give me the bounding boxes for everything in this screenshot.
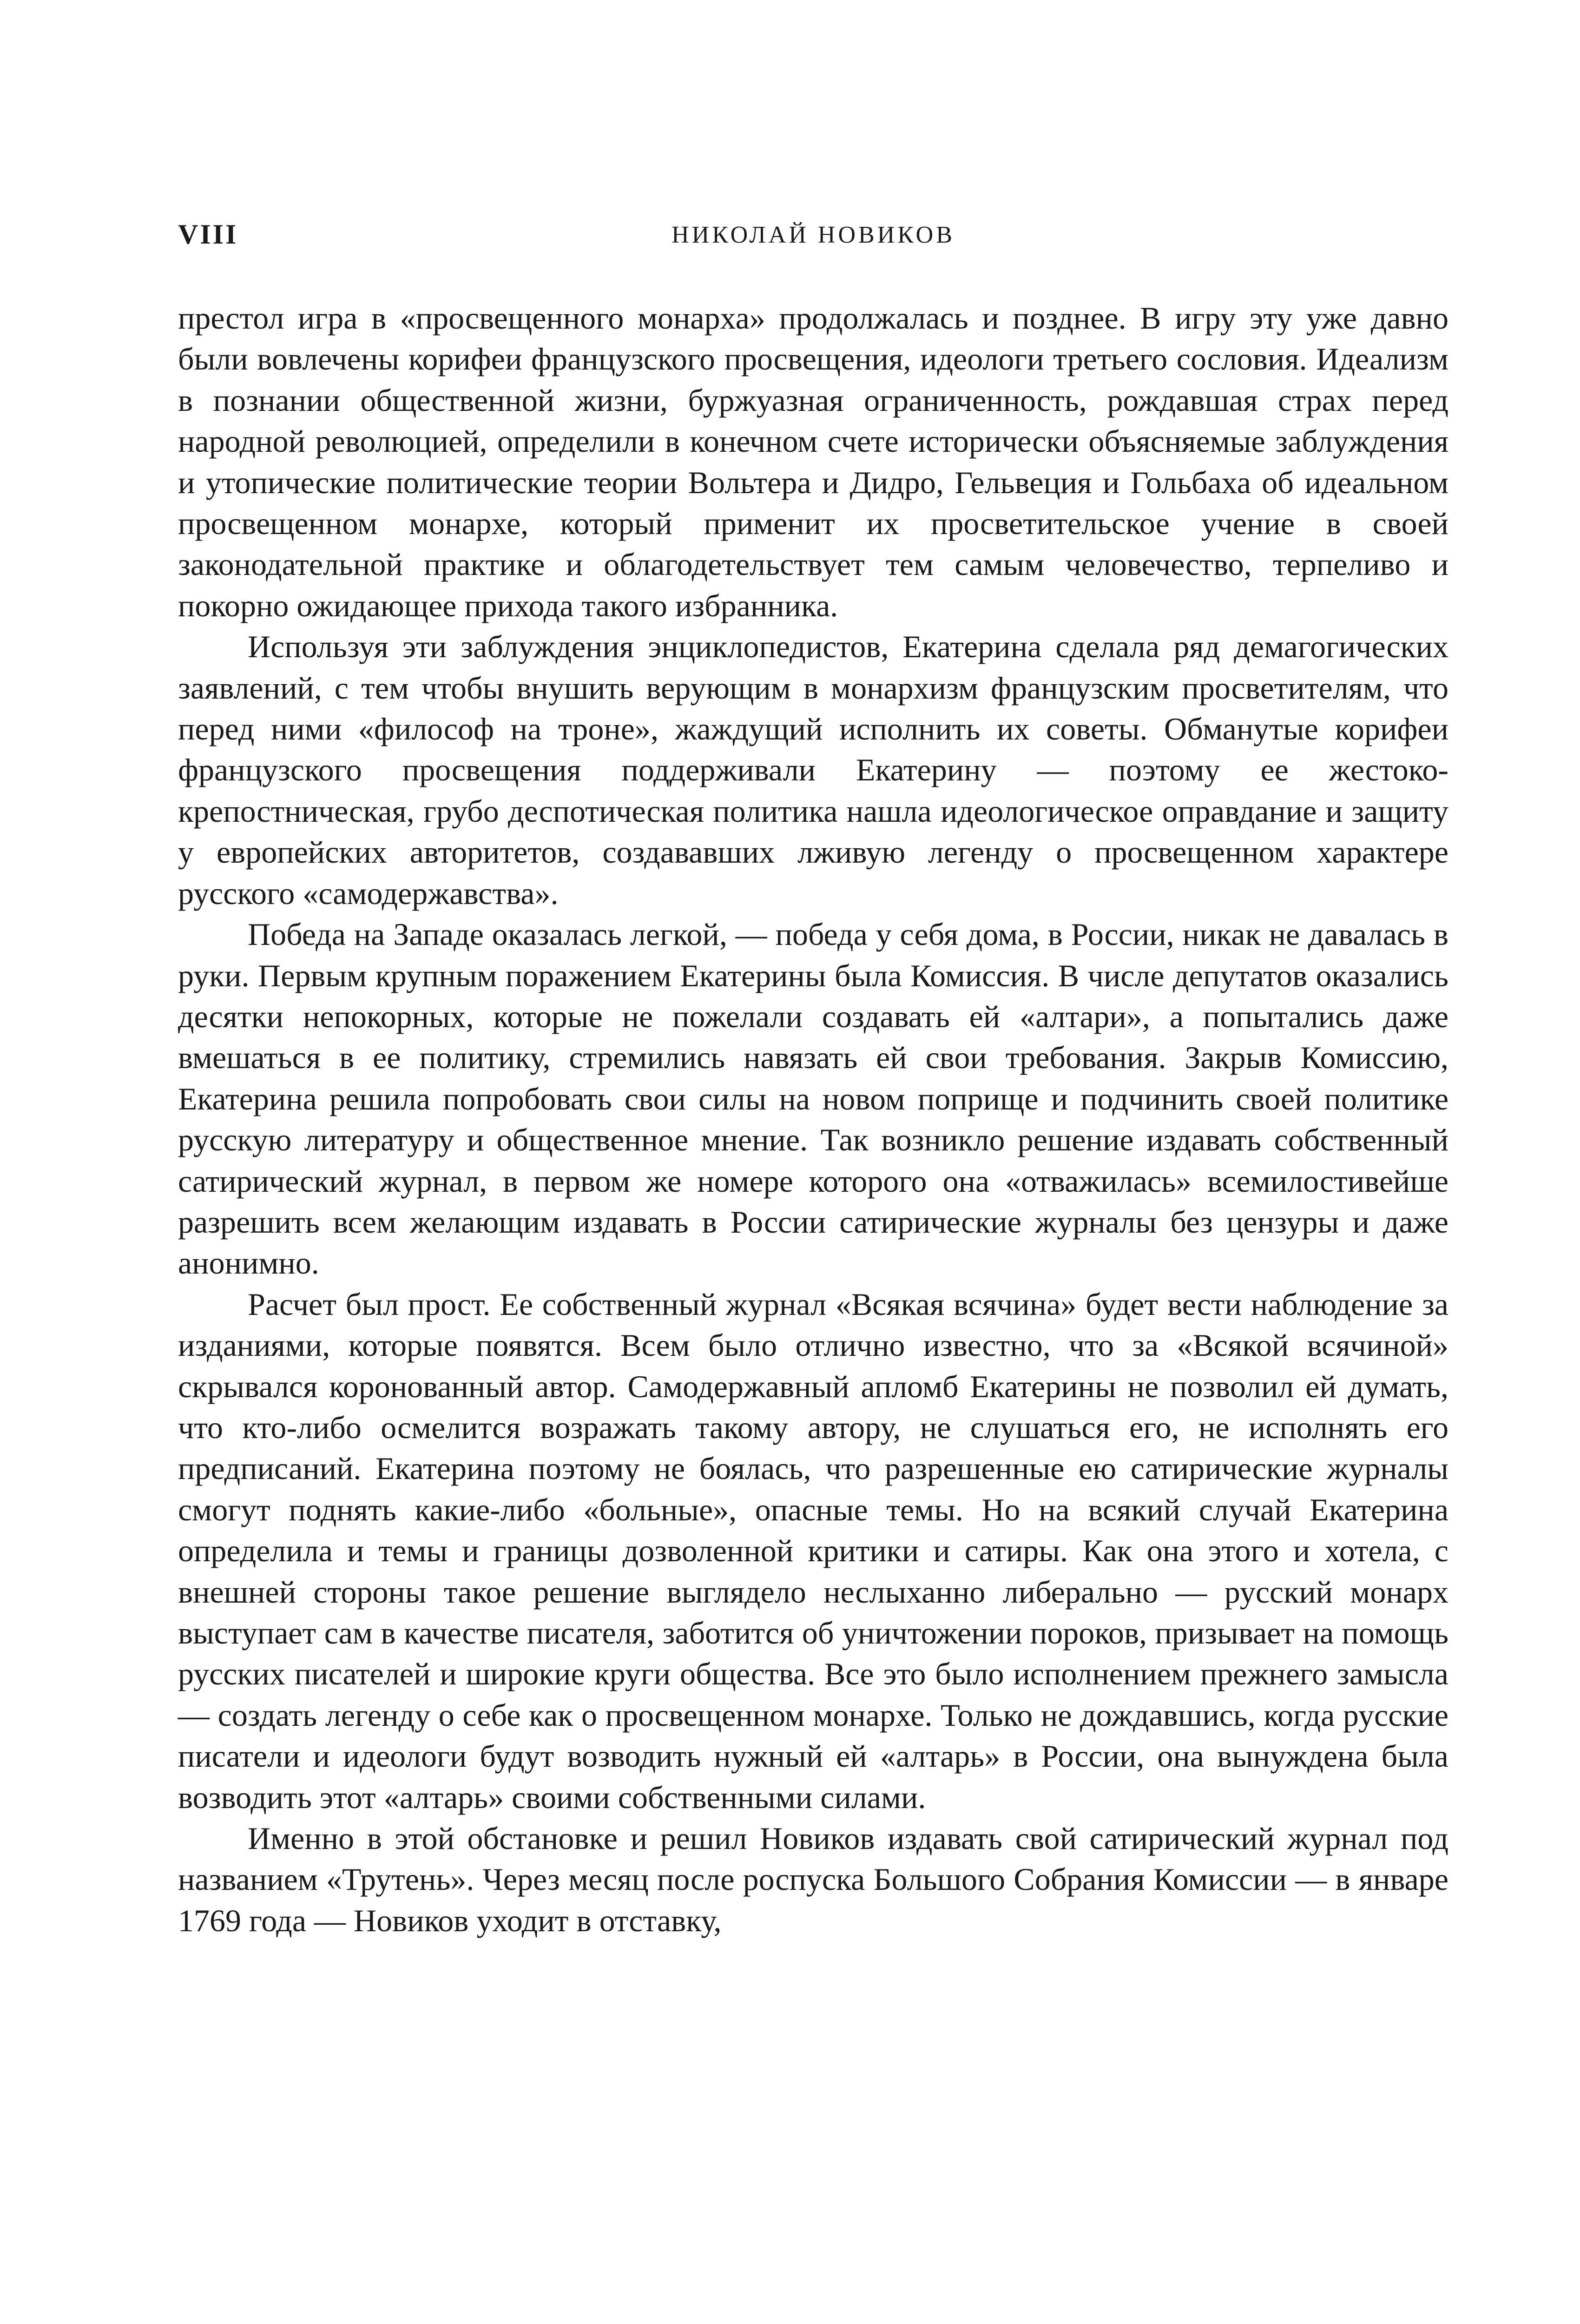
paragraph: Расчет был прост. Ее собственный журнал «Всякая всячина» будет вести наблюдение за изданиями, которые появятся. Всем было отлично известно, что за «Всякой всячиной» скрывался коронованный автор. Самодержавный апломб Екатерины не позволил ей думать, что кто-либо осмелится возражать такому автору, не слушаться его, не исполнять его предписаний. Екатерина поэтому не боялась, что разрешенные ею сатирические журналы смогут поднять какие-либо «больные», опасные темы. Но на всякий случай Екатерина определила и темы и границы дозволенной критики и сатиры. Как она этого и хотела, с внешней стороны такое решение выглядело неслыханно либерально — русский монарх выступает сам в качестве писателя, заботится об уничтожении пороков, призывает на помощь русских писателей и широкие круги общества. Все это было исполнением прежнего замысла — создать легенду о себе как о просвещенном монархе. Только не дождавшись, когда русские писатели и идеологи будут возводить нужный ей «алтарь» в России, она вынуждена была возводить этот «алтарь» своими собственными силами. xyxy=(178,1286,1448,1815)
paragraph: Именно в этой обстановке и решил Новиков издавать свой сатирический журнал под названием «Трутень». Через месяц после роспуска Большого Собрания Комиссии — в январе 1769 года — Новиков уходит в отставку, xyxy=(178,1821,1448,1938)
page-header xyxy=(178,218,1448,256)
running-title: НИКОЛАЙ НОВИКОВ xyxy=(672,222,955,248)
body-text xyxy=(178,297,1448,1941)
paragraph: Используя эти заблуждения энциклопедистов, Екатерина сделала ряд демагогических заявлений, с тем чтобы внушить верующим в монархизм французским просветителям, что перед ними «философ на троне», жаждущий исполнить их советы. Обманутые корифеи французского просвещения поддерживали Екатерину — поэтому ее жестоко-крепостническая, грубо деспотическая политика нашла идеологическое оправдание и защиту у европейских авторитетов, создававших лживую легенду о просвещенном характере русского «самодержавства». xyxy=(178,629,1448,911)
page-number: VIII xyxy=(178,219,238,250)
paragraph: Победа на Западе оказалась легкой, — победа у себя дома, в России, никак не давалась в руки. Первым крупным поражением Екатерины была Комиссия. В числе депутатов оказались десятки непокорных, которые не пожелали создавать ей «алтари», а попытались даже вмешаться в ее политику, стремились навязать ей свои требования. Закрыв Комиссию, Екатерина решила попробовать свои силы на новом поприще и подчинить своей политике русскую литературу и общественное мнение. Так возникло решение издавать собственный сатирический журнал, в первом же номере которого она «отважилась» всемилостивейше разрешить всем желающим издавать в России сатирические журналы без цензуры и даже анонимно. xyxy=(178,917,1448,1281)
paragraph-continued: престол игра в «просвещенного монарха» продолжалась и позднее. В игру эту уже давно были вовлечены корифеи французского просвещения, идеологи третьего сословия. Идеализм в познании общественной жизни, буржуазная ограниченность, рождавшая страх перед народной революцией, определили в конечном счете исторически объясняемые заблуждения и утопические политические теории Вольтера и Дидро, Гельвеция и Гольбаха об идеальном просвещенном монархе, который применит их просветительское учение в своей законодательной практике и облагодетельствует тем самым человечество, терпеливо и покорно ожидающее прихода такого избранника. xyxy=(178,300,1448,623)
